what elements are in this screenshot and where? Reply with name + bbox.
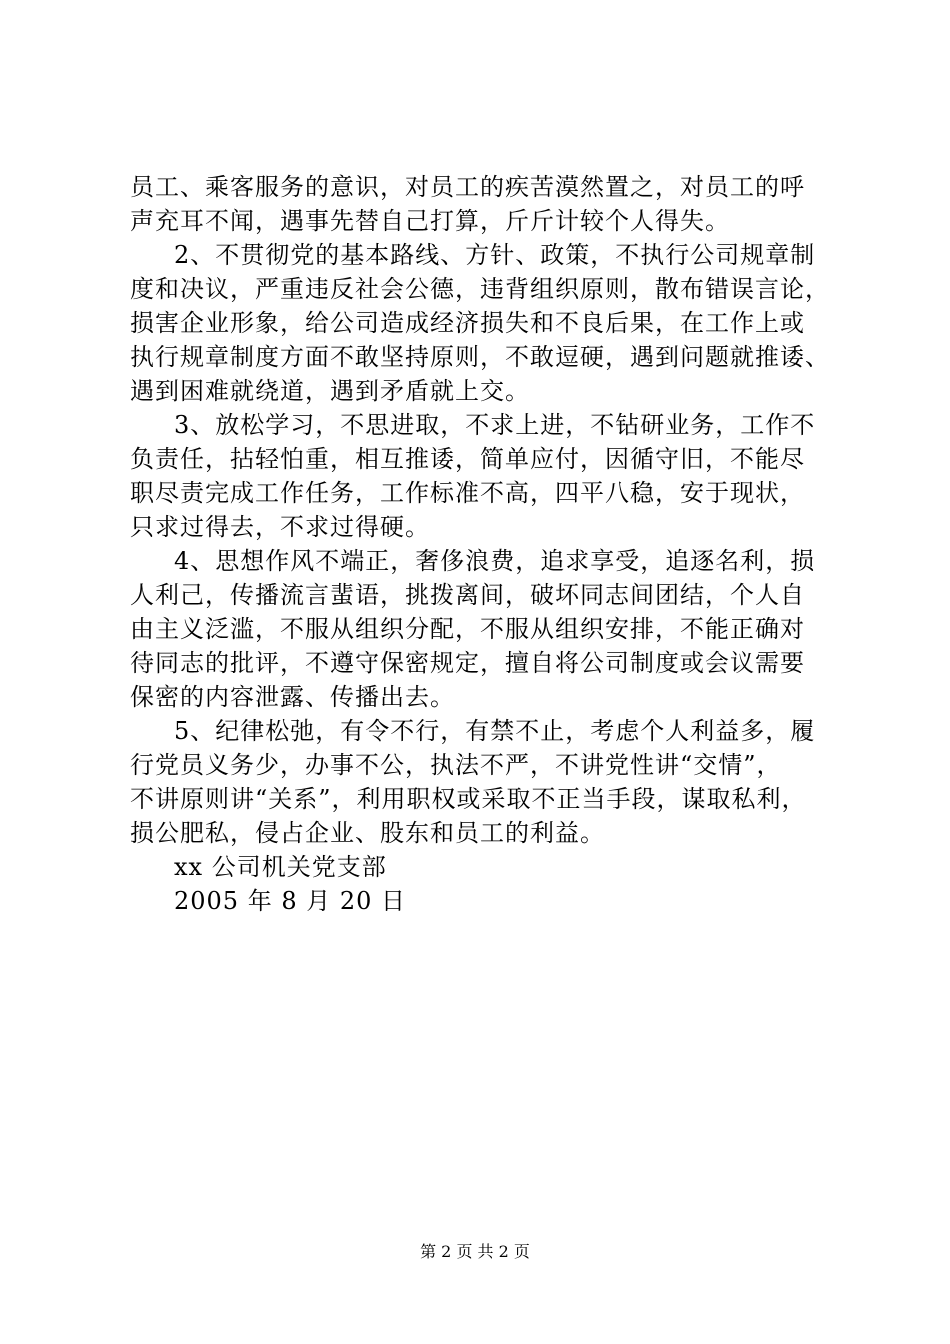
text-line: 损公肥私，侵占企业、股东和员工的利益。	[130, 819, 605, 847]
text-line: 执行规章制度方面不敢坚持原则，不敢逗硬，遇到问题就推诿、	[130, 343, 830, 371]
text-line: 声充耳不闻，遇事先替自己打算，斤斤计较个人得失。	[130, 207, 730, 235]
text-line: 损害企业形象，给公司造成经济损失和不良后果，在工作上或	[130, 309, 805, 337]
page-footer	[0, 1242, 950, 1262]
text-line: 员工、乘客服务的意识，对员工的疾苦漠然置之，对员工的呼	[130, 173, 805, 201]
signature-organization: xx 公司机关党支部	[174, 853, 387, 881]
paragraph-2-start: 2、不贯彻党的基本路线、方针、政策，不执行公司规章制	[174, 241, 816, 269]
text-line: 行党员义务少，办事不公，执法不严，不讲党性讲“交情”，	[130, 751, 782, 779]
text-line: 由主义泛滥，不服从组织分配，不服从组织安排，不能正确对	[130, 615, 805, 643]
text-line: 人利己，传播流言蜚语，挑拨离间，破坏同志间团结，个人自	[130, 581, 805, 609]
text-line: 职尽责完成工作任务，工作标准不高，四平八稳，安于现状，	[130, 479, 805, 507]
text-line: 保密的内容泄露、传播出去。	[130, 683, 455, 711]
text-line: 遇到困难就绕道，遇到矛盾就上交。	[130, 377, 530, 405]
signature-date: 2005 年 8 月 20 日	[174, 887, 407, 915]
text-line: 不讲原则讲“关系”，利用职权或采取不正当手段，谋取私利，	[130, 785, 807, 813]
document-body	[130, 170, 830, 918]
text-line: 度和决议，严重违反社会公德，违背组织原则，散布错误言论，	[130, 275, 830, 303]
paragraph-4-start: 4、思想作风不端正，奢侈浪费，追求享受，追逐名利，损	[174, 547, 816, 575]
text-line: 待同志的批评，不遵守保密规定，擅自将公司制度或会议需要	[130, 649, 805, 677]
text-line: 负责任，拈轻怕重，相互推诿，简单应付，因循守旧，不能尽	[130, 445, 805, 473]
page-indicator: 第 2 页 共 2 页	[420, 1242, 530, 1261]
text-line: 只求过得去，不求过得硬。	[130, 513, 430, 541]
paragraph-3-start: 3、放松学习，不思进取，不求上进，不钻研业务，工作不	[174, 411, 816, 439]
paragraph-5-start: 5、纪律松弛，有令不行，有禁不止，考虑个人利益多，履	[174, 717, 816, 745]
